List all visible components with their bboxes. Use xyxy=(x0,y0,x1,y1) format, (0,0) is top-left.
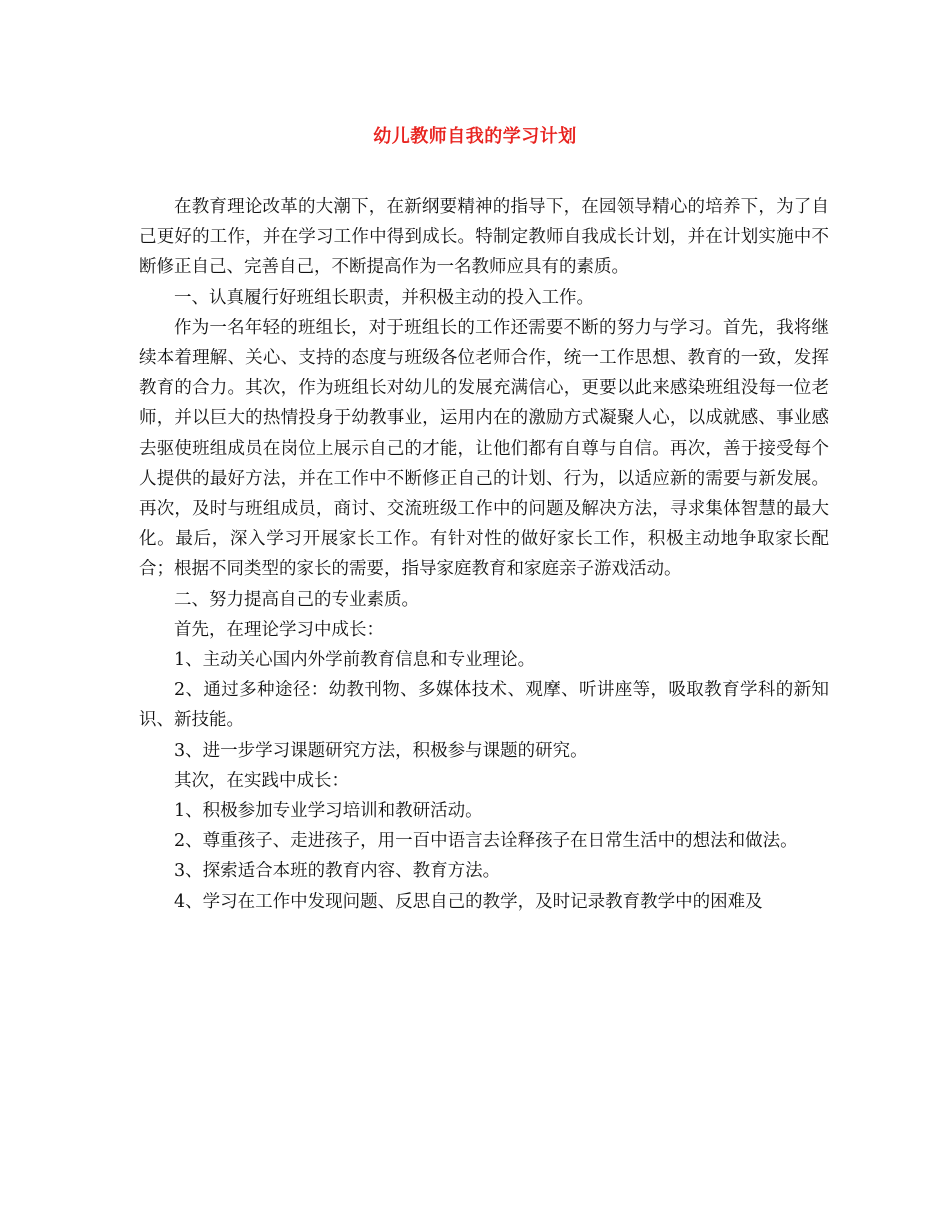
list-item: 3、探索适合本班的教育内容、教育方法。 xyxy=(174,861,501,882)
paragraph-intro: 在教育理论改革的大潮下，在新纲要精神的指导下，在园领导精心的培养下，为了自己更好的工作，并在学习工作中得到成长。特制定教师自我成长计划，并在计划实施中不断修正自己、完善自己，不断提高作为一名教师应具有的素质。 xyxy=(139,197,829,278)
section-heading-2: 二、努力提高自己的专业素质。 xyxy=(174,589,419,610)
subheading-theory: 首先，在理论学习中成长： xyxy=(174,619,384,640)
list-item: 4、学习在工作中发现问题、反思自己的教学，及时记录教育教学中的困难及 xyxy=(174,891,763,912)
list-item: 3、进一步学习课题研究方法，积极参与课题的研究。 xyxy=(174,740,588,761)
list-item: 2、通过多种途径：幼教刊物、多媒体技术、观摩、听讲座等，吸取教育学科的新知识、新技能。 xyxy=(139,680,829,731)
list-item: 1、积极参加专业学习培训和教研活动。 xyxy=(174,801,483,822)
list-item: 1、主动关心国内外学前教育信息和专业理论。 xyxy=(174,650,536,671)
section-heading-1: 一、认真履行好班组长职责，并积极主动的投入工作。 xyxy=(174,287,594,308)
subheading-practice: 其次，在实践中成长： xyxy=(174,770,349,791)
list-item: 2、尊重孩子、走进孩子，用一百中语言去诠释孩子在日常生活中的想法和做法。 xyxy=(174,831,798,852)
document-body xyxy=(139,192,829,917)
paragraph-team-leader: 作为一名年轻的班组长，对于班组长的工作还需要不断的努力与学习。首先，我将继续本着理解、关心、支持的态度与班级各位老师合作，统一工作思想、教育的一致，发挥教育的合力。其次，作为班组长对幼儿的发展充满信心，更要以此来感染班组没每一位老师，并以巨大的热情投身于幼教事业，运用内在的激励方式凝聚人心，以成就感、事业感去驱使班组成员在岗位上展示自己的才能，让他们都有自尊与自信。再次，善于接受每个人提供的最好方法，并在工作中不断修正自己的计划、行为，以适应新的需要与新发展。再次，及时与班组成员，商讨、交流班级工作中的问题及解决方法，寻求集体智慧的最大化。最后，深入学习开展家长工作。有针对性的做好家长工作，积极主动地争取家长配合；根据不同类型的家长的需要，指导家庭教育和家庭亲子游戏活动。 xyxy=(139,317,829,580)
document-title: 幼儿教师自我的学习计划 xyxy=(373,126,577,147)
